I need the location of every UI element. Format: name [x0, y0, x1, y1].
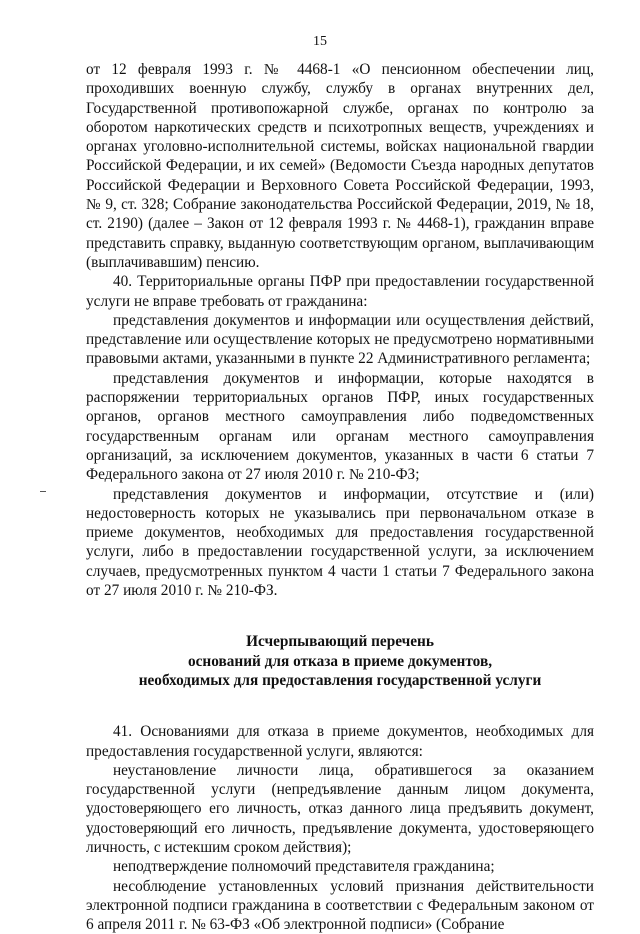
margin-mark — [40, 491, 46, 492]
paragraph-item-41: 41. Основаниями для отказа в приеме документов, необходимых для предоставления государственной услуги, являются: — [86, 723, 594, 760]
section-heading-line: оснований для отказа в приеме документов, — [187, 652, 493, 670]
section-heading-line: необходимых для предоставления государственной услуги — [138, 671, 542, 689]
document-body — [86, 60, 594, 934]
paragraph-subitem: представления документов и информации, отсутствие и (или) недостоверность которых не указывались при первоначальном отказе в приеме документов, необходимых для предоставления государственной услуги, либо в предоставлении государственной услуги, за исключением случаев, предусмотренных пунктом 4 части 1 статьи 7 Федерального закона от 27 июля 2010 г. № 210-ФЗ. — [86, 485, 594, 600]
paragraph-subitem: представления документов и информации или осуществления действий, представление или осуществление которых не предусмотрено нормативными правовыми актами, указанными в пункте 22 Административного регламента; — [86, 311, 594, 368]
section-heading-line: Исчерпывающий перечень — [246, 633, 434, 651]
paragraph-subitem: представления документов и информации, которые находятся в распоряжении территориальных органов ПФР, иных государственных органов, органов местного самоуправления либо подведомственных государственным органам или органам местного самоуправления организаций, за исключением документов, указанных в части 6 статьи 7 Федерального закона от 27 июля 2010 г. № 210-ФЗ; — [86, 369, 594, 484]
paragraph-subitem: неустановление личности лица, обратившегося за оказанием государственной услуги (непредъявление данным лицом документа, удостоверяющего его личность, отказ данного лица предъявить документ, удостоверяющий его личность, предъявление документа, удостоверяющего личность, с истекшим сроком действия); — [86, 761, 594, 856]
paragraph-continuation: от 12 февраля 1993 г. № 4468-1 «О пенсионном обеспечении лиц, проходивших военную службу, службу в органах внутренних дел, Государственной противопожарной службе, органах по контролю за оборотом наркотических средств и психотропных веществ, учреждениях и органах уголовно-исполнительной системы, войсках национальной гвардии Российской Федерации, и их семей» (Ведомости Съезда народных депутатов Российской Федерации и Верховного Совета Российской Федерации, 1993, № 9, ст. 328; Собрание законодательства Российской Федерации, 2019, № 18, ст. 2190) (далее – Закон от 12 февраля 1993 г. № 4468-1), гражданин вправе представить справку, выданную соответствующим органом, выплачивающим (выплачивавшим) пенсию. — [86, 61, 594, 271]
page-number: 15 — [313, 34, 327, 49]
paragraph-subitem: неподтверждение полномочий представителя гражданина; — [113, 858, 495, 876]
section-heading — [86, 632, 594, 690]
paragraph-subitem: несоблюдение установленных условий признания действительности электронной подписи гражданина в соответствии с Федеральным законом от 6 апреля 2011 г. № 63-ФЗ «Об электронной подписи» (Собрание — [86, 877, 594, 934]
paragraph-item-40: 40. Территориальные органы ПФР при предоставлении государственной услуги не вправе требовать от гражданина: — [86, 273, 594, 310]
